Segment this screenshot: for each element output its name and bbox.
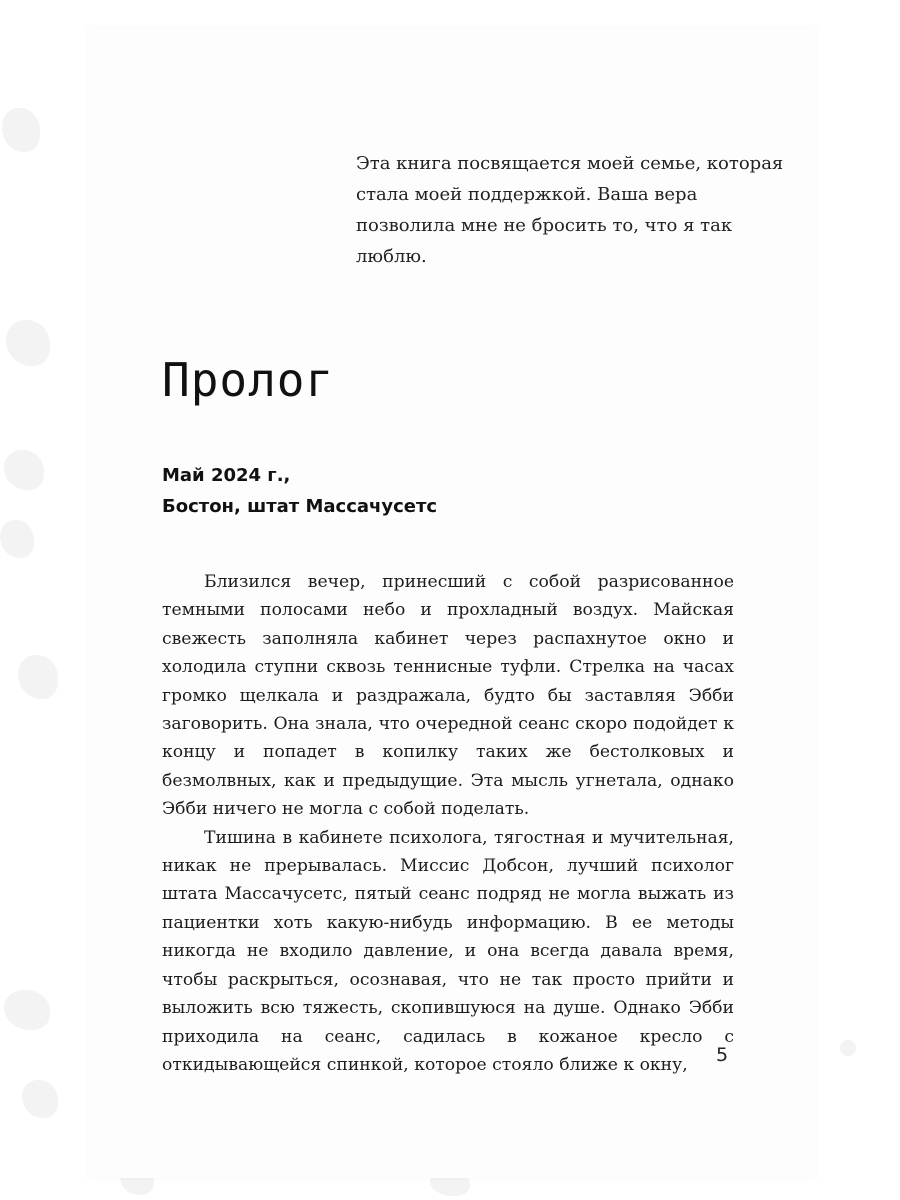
background-blob	[4, 990, 50, 1030]
paragraph: Тишина в кабинете психолога, тягостная и мучительная, никак не прерывалась. Миссис Добсон, лучший психолог штата Массачусетс, пятый сеанс подряд не могла выжать из пациентки хоть какую-нибудь информацию. В ее методы никогда не входило давление, и она всегда давала время, чтобы раскрыться, осознавая, что не так просто прийти и выложить всю тяжесть, скопившуюся на душе. Однако Эбби приходила на сеанс, садилась в кожаное кресло с откидывающейся спинкой, которое стояло ближе к окну,	[162, 827, 734, 1075]
chapter-body	[162, 568, 734, 1079]
chapter-place: Бостон, штат Массачусетс	[162, 496, 438, 517]
dedication-text: Эта книга посвящается моей семье, которая стала моей поддержкой. Ваша вера позволила мне не бросить то, что я так люблю.	[356, 153, 784, 267]
background-blob	[2, 108, 40, 152]
background-blob	[4, 450, 44, 490]
background-blob	[18, 655, 58, 699]
page-number: 5	[716, 1044, 729, 1066]
background-blob	[0, 520, 34, 558]
chapter-title: Пролог	[162, 353, 335, 407]
background-blob	[840, 1040, 856, 1056]
background-blob	[6, 320, 50, 366]
chapter-date: Май 2024 г.,	[162, 465, 291, 486]
book-page	[88, 28, 816, 1178]
background-blob	[22, 1080, 58, 1118]
paragraph: Близился вечер, принесший с собой разрисованное темными полосами небо и прохладный воздух. Майская свежесть заполняла кабинет через распахнутое окно и холодила ступни сквозь теннисные туфли. Стрелка на часах громко щелкала и раздражала, будто бы заставляя Эбби заговорить. Она знала, что очередной сеанс скоро подойдет к концу и попадет в копилку таких же бестолковых и безмолвных, как и предыдущие. Эта мысль угнетала, однако Эбби ничего не могла с собой поделать.	[162, 572, 734, 820]
chapter-dateline	[162, 460, 437, 522]
dedication	[356, 148, 786, 272]
